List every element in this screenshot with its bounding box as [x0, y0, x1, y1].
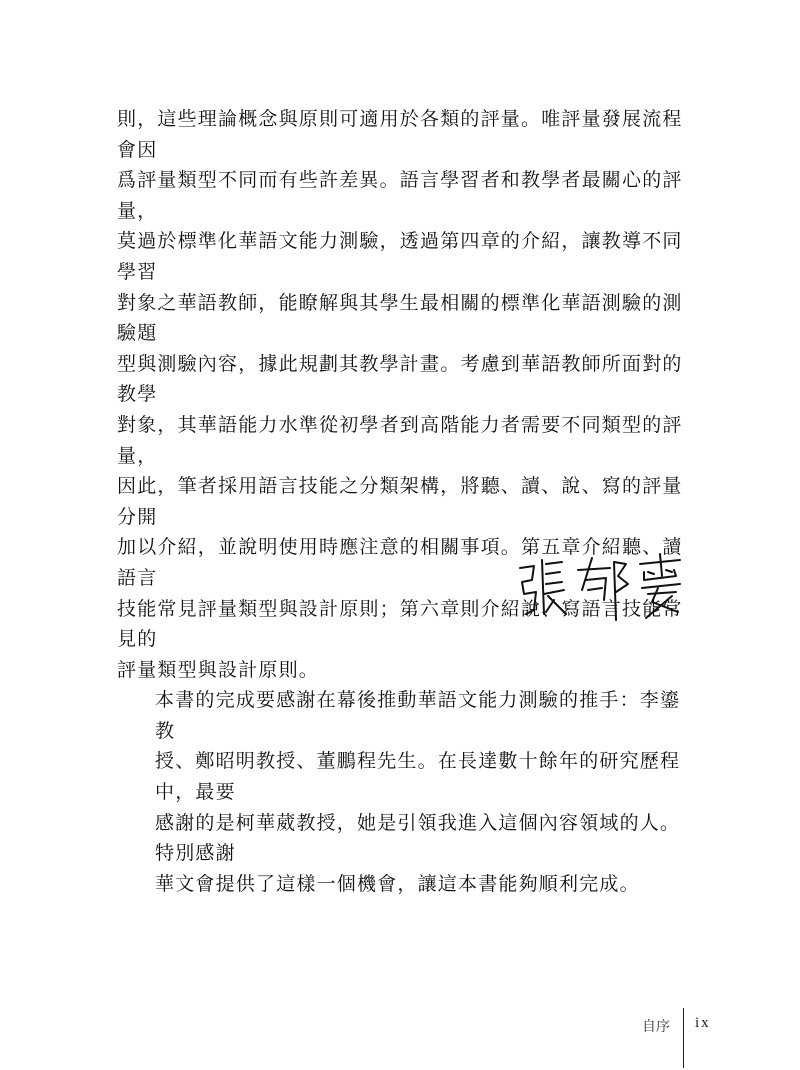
footer-section-label: 自序 [642, 1019, 670, 1035]
author-signature [512, 550, 692, 630]
page-number: ix [695, 1015, 711, 1031]
footer-divider [683, 1008, 684, 1068]
paragraph-2: 本書的完成要感謝在幕後推動華語文能力測驗的推手：李鎏教 授、鄭昭明教授、董鵬程先生。在長達數十餘年的研究歷程中，最要 感謝的是柯華葳教授，她是引領我進入這個內容領域的人。特別感謝 華文會提供了這樣一個機會，讓這本書能夠順利完成。 [155, 689, 681, 895]
handwritten-signature-image [512, 550, 692, 630]
preface-body [117, 104, 692, 899]
paragraph-1: 則，這些理論概念與原則可適用於各類的評量。唯評量發展流程會因 爲評量類型不同而有些許差異。語言學習者和教學者最關心的評量， 莫過於標準化華語文能力測驗，透過第四章的介紹，讓教導不同學習 對象之華語教師，能瞭解與其學生最相關的標準化華語測驗的測驗題 型與測驗內容，據此規劃其教學計畫。考慮到華語教師所面對的教學 對象，其華語能力水準從初學者到高階能力者需要不同類型的評量， 因此，筆者採用語言技能之分類架構，將聽、讀、說、寫的評量分開 加以介紹，並說明使用時應注意的相關事項。第五章介紹聽、讀語言 技能常見評量類型與設計原則；第六章則介紹說、寫語言技能常見的 評量類型與設計原則。 [117, 108, 683, 681]
